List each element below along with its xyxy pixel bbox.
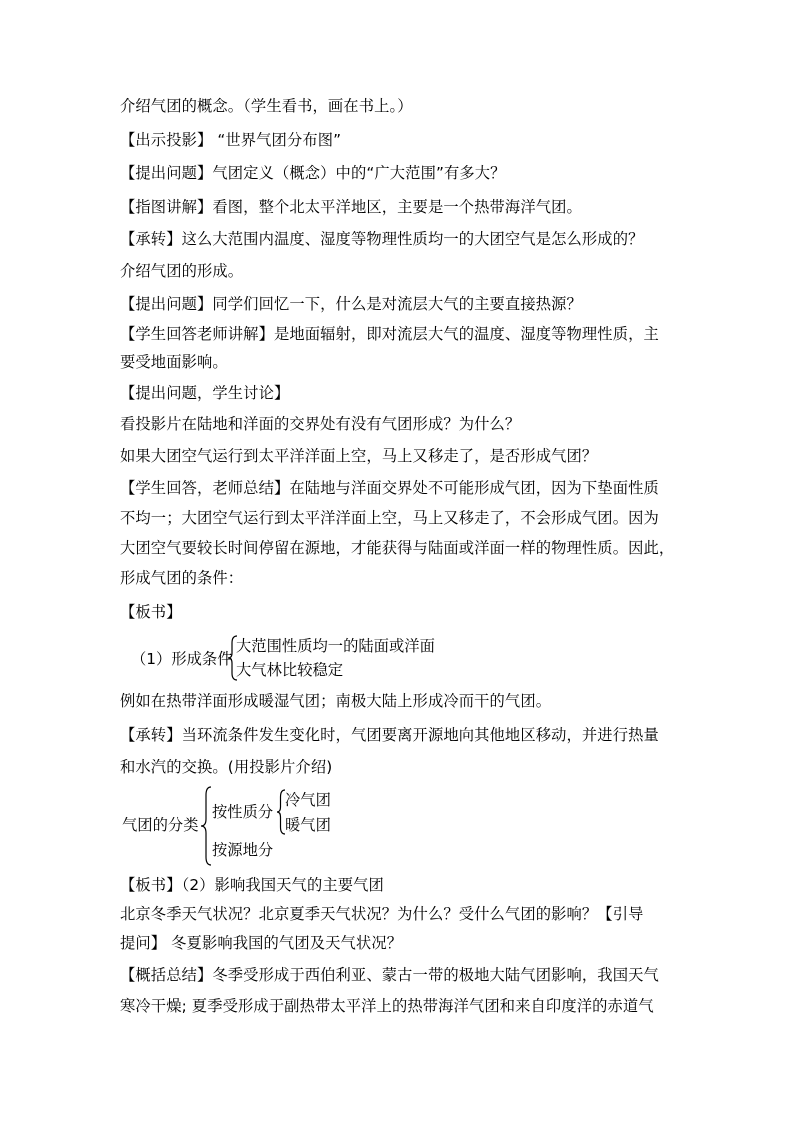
text-line: 提问】 冬夏影响我国的气团及天气状况？ bbox=[120, 934, 403, 952]
text-line: 【承转】这么大范围内温度、湿度等物理性质均一的大团空气是怎么形成的？ bbox=[120, 230, 644, 248]
classification-subitem: 冷气团 bbox=[285, 791, 331, 809]
text-line: 要受地面影响。 bbox=[120, 353, 228, 371]
classification-brace bbox=[201, 786, 212, 866]
text-line: 【概括总结】冬季受形成于西伯利亚、蒙古一带的极地大陆气团影响，我国天气 bbox=[120, 966, 659, 984]
classification-subitem: 暖气团 bbox=[285, 816, 331, 834]
text-line: 【提出问题】气团定义（概念）中的“广大范围”有多大？ bbox=[120, 164, 506, 182]
text-line: 北京冬季天气状况？北京夏季天气状况？为什么？受什么气团的影响？【引导 bbox=[120, 905, 644, 923]
classification-branch: 按源地分 bbox=[212, 841, 274, 859]
formation-item: 大范围性质均一的陆面或洋面 bbox=[236, 637, 435, 655]
text-line: 【学生回答，老师总结】在陆地与洋面交界处不可能形成气团，因为下垫面性质 bbox=[120, 479, 659, 497]
text-line: 大团空气要较长时间停留在源地，才能获得与陆面或洋面一样的物理性质。因此， bbox=[120, 539, 675, 557]
text-line: 寒冷干燥; 夏季受形成于副热带太平洋上的热带海洋气团和来自印度洋的赤道气 bbox=[120, 997, 654, 1015]
text-line: 【提出问题，学生讨论】 bbox=[120, 384, 290, 402]
text-line: 【板书】（2）影响我国天气的主要气团 bbox=[120, 876, 384, 894]
text-line: 看投影片在陆地和洋面的交界处有没有气团形成？为什么？ bbox=[120, 415, 521, 433]
text-line: 【板书】 bbox=[120, 603, 182, 621]
text-line: 例如在热带洋面形成暖湿气团；南极大陆上形成冷而干的气团。 bbox=[120, 692, 552, 710]
text-line: 介绍气团的形成。 bbox=[120, 262, 244, 280]
text-line: 形成气团的条件： bbox=[120, 569, 244, 587]
classification-label: 气团的分类 bbox=[122, 816, 199, 834]
text-line: 【学生回答老师讲解】是地面辐射，即对流层大气的温度、湿度等物理性质，主 bbox=[120, 325, 659, 343]
text-line: 【提出问题】同学们回忆一下，什么是对流层大气的主要直接热源？ bbox=[120, 295, 582, 313]
text-line: 【承转】当环流条件发生变化时，气团要离开源地向其他地区移动，并进行热量 bbox=[120, 726, 659, 744]
text-line: 不均一；大团空气运行到太平洋洋面上空，马上又移走了，不会形成气团。因为 bbox=[120, 509, 659, 527]
classification-branch: 按性质分 bbox=[212, 803, 274, 821]
text-line: 【出示投影】 “世界气团分布图” bbox=[120, 131, 342, 149]
text-line: 介绍气团的概念。（学生看书，画在书上。） bbox=[120, 97, 413, 115]
text-line: 和水汽的交换。(用投影片介绍) bbox=[120, 758, 333, 776]
text-line: 如果大团空气运行到太平洋洋面上空，马上又移走了，是否形成气团？ bbox=[120, 447, 598, 465]
text-line: 【指图讲解】看图，整个北太平洋地区，主要是一个热带海洋气团。 bbox=[120, 198, 582, 216]
formation-item: 大气林比较稳定 bbox=[236, 661, 344, 679]
formation-label: （1）形成条件 bbox=[131, 650, 233, 668]
